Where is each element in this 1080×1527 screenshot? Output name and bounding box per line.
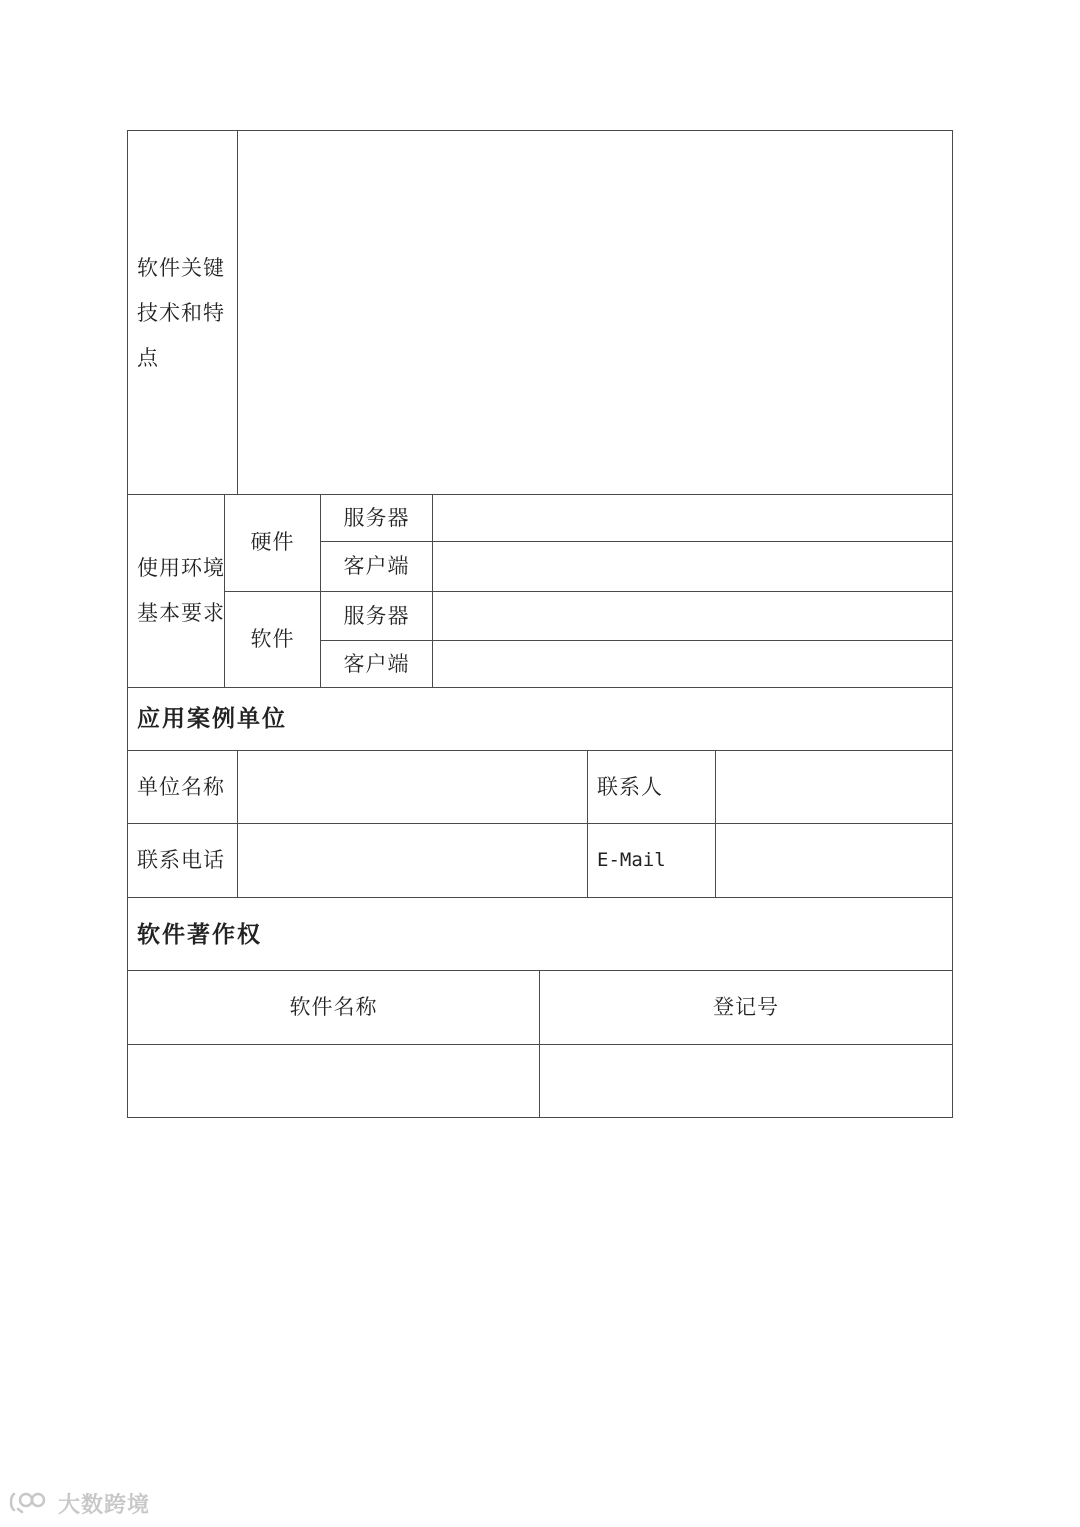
col-divider-case-mid	[587, 750, 588, 897]
software-server-label: 服务器	[343, 604, 410, 628]
copyright-section-title: 软件著作权	[137, 921, 262, 948]
software-client-label: 客户端	[343, 652, 410, 676]
border-left	[127, 130, 128, 1118]
contact-person-label: 联系人	[597, 775, 663, 799]
border-right	[952, 130, 953, 1118]
phone-label: 联系电话	[137, 848, 225, 872]
border-bottom	[127, 1117, 953, 1118]
environment-label: 使用环境基本要求	[137, 556, 225, 625]
software-name-input[interactable]	[128, 1045, 539, 1117]
software-label: 软件	[250, 627, 295, 651]
hardware-server-label: 服务器	[343, 506, 410, 530]
software-name-header: 软件名称	[289, 995, 378, 1019]
hardware-client-label: 客户端	[343, 554, 410, 578]
watermark-text: 大数跨境	[58, 1493, 151, 1518]
watermark	[8, 1488, 150, 1519]
row-divider-copyright-title	[127, 970, 953, 971]
email-input[interactable]	[716, 824, 952, 897]
key-tech-label: 软件关键技术和特点	[137, 256, 225, 370]
software-client-input[interactable]	[433, 641, 952, 687]
row-divider-phone	[127, 897, 953, 898]
unit-name-label: 单位名称	[137, 775, 225, 799]
registration-number-input[interactable]	[540, 1045, 952, 1117]
registration-number-header: 登记号	[713, 995, 779, 1019]
case-section-title: 应用案例单位	[137, 705, 287, 732]
unit-name-input[interactable]	[238, 751, 587, 823]
software-server-input[interactable]	[433, 592, 952, 640]
hardware-client-input[interactable]	[433, 542, 952, 591]
contact-person-input[interactable]	[716, 751, 952, 823]
link-logo-icon	[8, 1489, 52, 1519]
software-info-form	[127, 130, 953, 1118]
hardware-server-input[interactable]	[433, 495, 952, 541]
phone-input[interactable]	[238, 824, 587, 897]
row-divider-env	[127, 687, 953, 688]
hardware-label: 硬件	[250, 530, 295, 554]
key-tech-input[interactable]	[238, 131, 952, 494]
email-label: E-Mail	[597, 849, 666, 871]
